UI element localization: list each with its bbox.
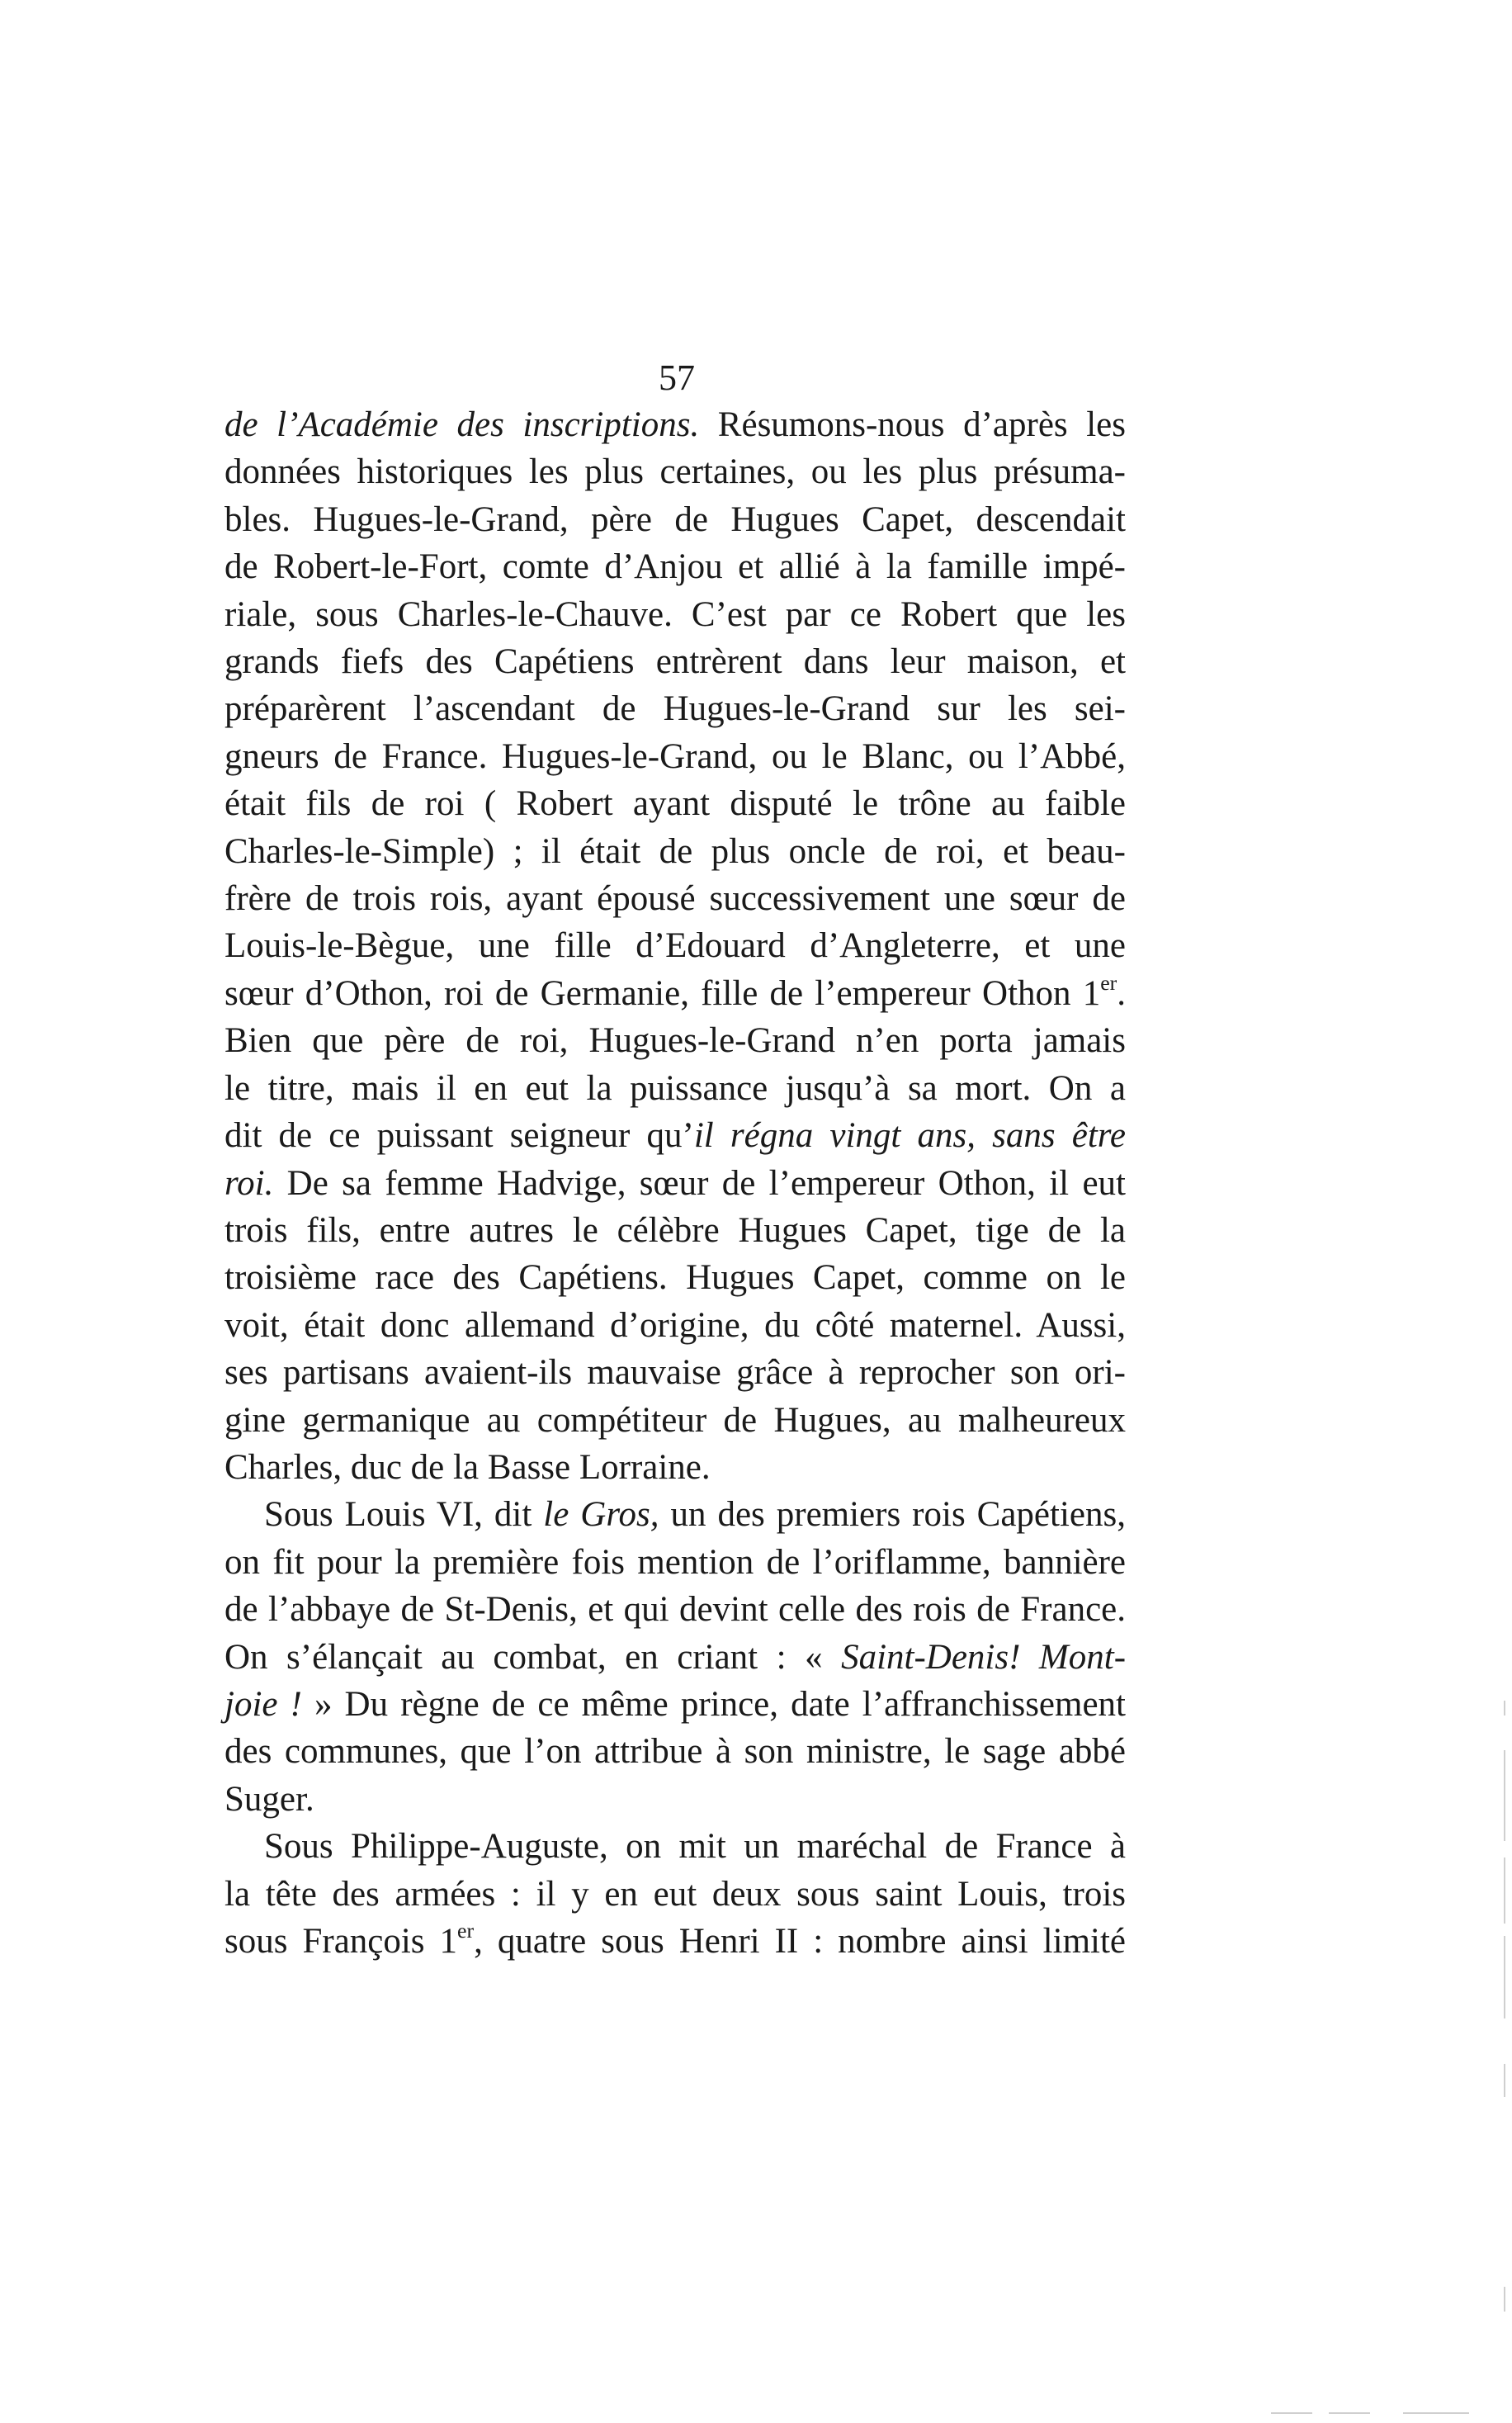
- text-line: [224, 1539, 1126, 1586]
- italic-text: de l’Académie des inscriptions.: [224, 405, 700, 444]
- text-run: voit, était donc allemand d’origine, du côté maternel. Aussi,: [224, 1305, 1126, 1345]
- text-run: la tête des armées : il y en eut deux sous saint Louis, trois: [224, 1874, 1126, 1914]
- text-run: gine germanique au compétiteur de Hugues, au malheureux: [224, 1400, 1126, 1440]
- scan-mark: [1329, 2412, 1370, 2414]
- text-run: on fit pour la première fois mention de l’oriflamme, bannière: [224, 1542, 1126, 1582]
- text-run: riale, sous Charles-le-Chauve. C’est par ce Robert que les: [224, 594, 1126, 634]
- text-line: [224, 1776, 1126, 1823]
- superscript: er: [1100, 970, 1117, 995]
- text-run: de l’abbaye de St-Denis, et qui devint celle des rois de France.: [224, 1590, 1126, 1630]
- scan-mark: [1504, 1936, 1505, 2018]
- text-run: un des premiers rois Capétiens,: [659, 1495, 1126, 1535]
- text-run: dit de ce puissant seigneur qu’: [224, 1116, 694, 1156]
- scan-mark: [1504, 2064, 1505, 2097]
- paragraph: [224, 1491, 1126, 1823]
- text-run: bles. Hugues-le-Grand, père de Hugues Capet, descendait: [224, 499, 1126, 539]
- text-run: frère de trois rois, ayant épousé successivement une sœur de: [224, 879, 1126, 919]
- text-run: préparèrent l’ascendant de Hugues-le-Grand sur les sei-: [224, 689, 1126, 729]
- text-line: [224, 1302, 1126, 1349]
- paragraph: [224, 1823, 1126, 1965]
- text-run: Résumons-nous d’après les: [699, 405, 1126, 444]
- text-run: On s’élançait au combat, en criant : «: [224, 1637, 842, 1677]
- text-run: Louis-le-Bègue, une fille d’Edouard d’Angleterre, et une: [224, 926, 1126, 966]
- text-run: Sous Louis VI, dit: [264, 1495, 544, 1535]
- text-line: [224, 401, 1126, 448]
- text-line: [224, 1397, 1126, 1444]
- text-line: [224, 1349, 1126, 1396]
- italic-text: roi.: [224, 1163, 274, 1203]
- italic-text: le Gros,: [543, 1495, 659, 1535]
- text-run: sous François 1: [224, 1922, 458, 1961]
- text-line: [224, 496, 1126, 543]
- text-run: Suger.: [224, 1779, 314, 1819]
- text-run: gneurs de France. Hugues-le-Grand, ou le Blanc, ou l’Abbé,: [224, 736, 1126, 776]
- text-line: [224, 1444, 1126, 1491]
- text-run: ses partisans avaient-ils mauvaise grâce à reprocher son ori-: [224, 1353, 1126, 1393]
- text-line: [224, 1681, 1126, 1728]
- text-line: [224, 780, 1126, 827]
- text-line: [224, 1918, 1126, 1965]
- text-line: [224, 1112, 1126, 1159]
- text-line: [224, 638, 1126, 685]
- text-run: troisième race des Capétiens. Hugues Capet, comme on le: [224, 1258, 1126, 1298]
- text-line: [224, 543, 1126, 590]
- text-run: De sa femme Hadvige, sœur de l’empereur Othon, il eut: [273, 1163, 1126, 1203]
- text-run: .: [1117, 973, 1126, 1013]
- superscript: er: [457, 1918, 475, 1943]
- text-line: [224, 448, 1126, 495]
- text-line: [224, 1823, 1126, 1870]
- page-number: 57: [659, 357, 695, 398]
- text-run: trois fils, entre autres le célèbre Hugues Capet, tige de la: [224, 1210, 1126, 1250]
- text-line: [224, 1586, 1126, 1633]
- text-line: [224, 1634, 1126, 1681]
- body-text: [224, 401, 1126, 1965]
- scan-mark: [1504, 1857, 1505, 1924]
- text-run: , quatre sous Henri II : nombre ainsi limité: [474, 1922, 1126, 1961]
- text-line: [224, 733, 1126, 780]
- italic-text: joie !: [224, 1684, 302, 1724]
- text-line: [224, 1491, 1126, 1538]
- text-line: [224, 922, 1126, 969]
- paragraph: [224, 401, 1126, 1491]
- text-line: [224, 828, 1126, 875]
- text-run: des communes, que l’on attribue à son ministre, le sage abbé: [224, 1732, 1126, 1772]
- text-run: » Du règne de ce même prince, date l’affranchissement: [301, 1684, 1126, 1724]
- italic-text: Saint-Denis! Mont-: [841, 1637, 1127, 1677]
- scan-mark: [1504, 2287, 1505, 2312]
- scan-mark: [1403, 2412, 1469, 2414]
- text-line: [224, 591, 1126, 638]
- text-run: le titre, mais il en eut la puissance jusqu’à sa mort. On a: [224, 1068, 1126, 1108]
- text-line: [224, 1207, 1126, 1254]
- text-run: de Robert-le-Fort, comte d’Anjou et allié à la famille impé-: [224, 547, 1126, 587]
- text-line: [224, 970, 1126, 1017]
- text-line: [224, 875, 1126, 922]
- text-line: [224, 1254, 1126, 1301]
- scan-mark: [1504, 1701, 1505, 1716]
- scan-mark: [1504, 1750, 1505, 1841]
- text-run: Charles, duc de la Basse Lorraine.: [224, 1447, 711, 1487]
- text-run: était fils de roi ( Robert ayant disputé le trône au faible: [224, 784, 1126, 824]
- text-line: [224, 1728, 1126, 1775]
- text-line: [224, 1065, 1126, 1112]
- text-run: Bien que père de roi, Hugues-le-Grand n’en porta jamais: [224, 1021, 1126, 1061]
- text-run: Charles-le-Simple) ; il était de plus oncle de roi, et beau-: [224, 831, 1126, 871]
- text-run: données historiques les plus certaines, ou les plus présuma-: [224, 452, 1126, 492]
- text-line: [224, 1017, 1126, 1064]
- scan-mark: [1271, 2412, 1312, 2414]
- text-run: grands fiefs des Capétiens entrèrent dans leur maison, et: [224, 642, 1126, 682]
- italic-text: il régna vingt ans, sans être: [693, 1116, 1126, 1156]
- text-run: sœur d’Othon, roi de Germanie, fille de l’empereur Othon 1: [224, 973, 1101, 1013]
- text-line: [224, 1160, 1126, 1207]
- text-line: [224, 685, 1126, 732]
- text-line: [224, 1871, 1126, 1918]
- text-run: Sous Philippe-Auguste, on mit un maréchal de France à: [264, 1827, 1126, 1867]
